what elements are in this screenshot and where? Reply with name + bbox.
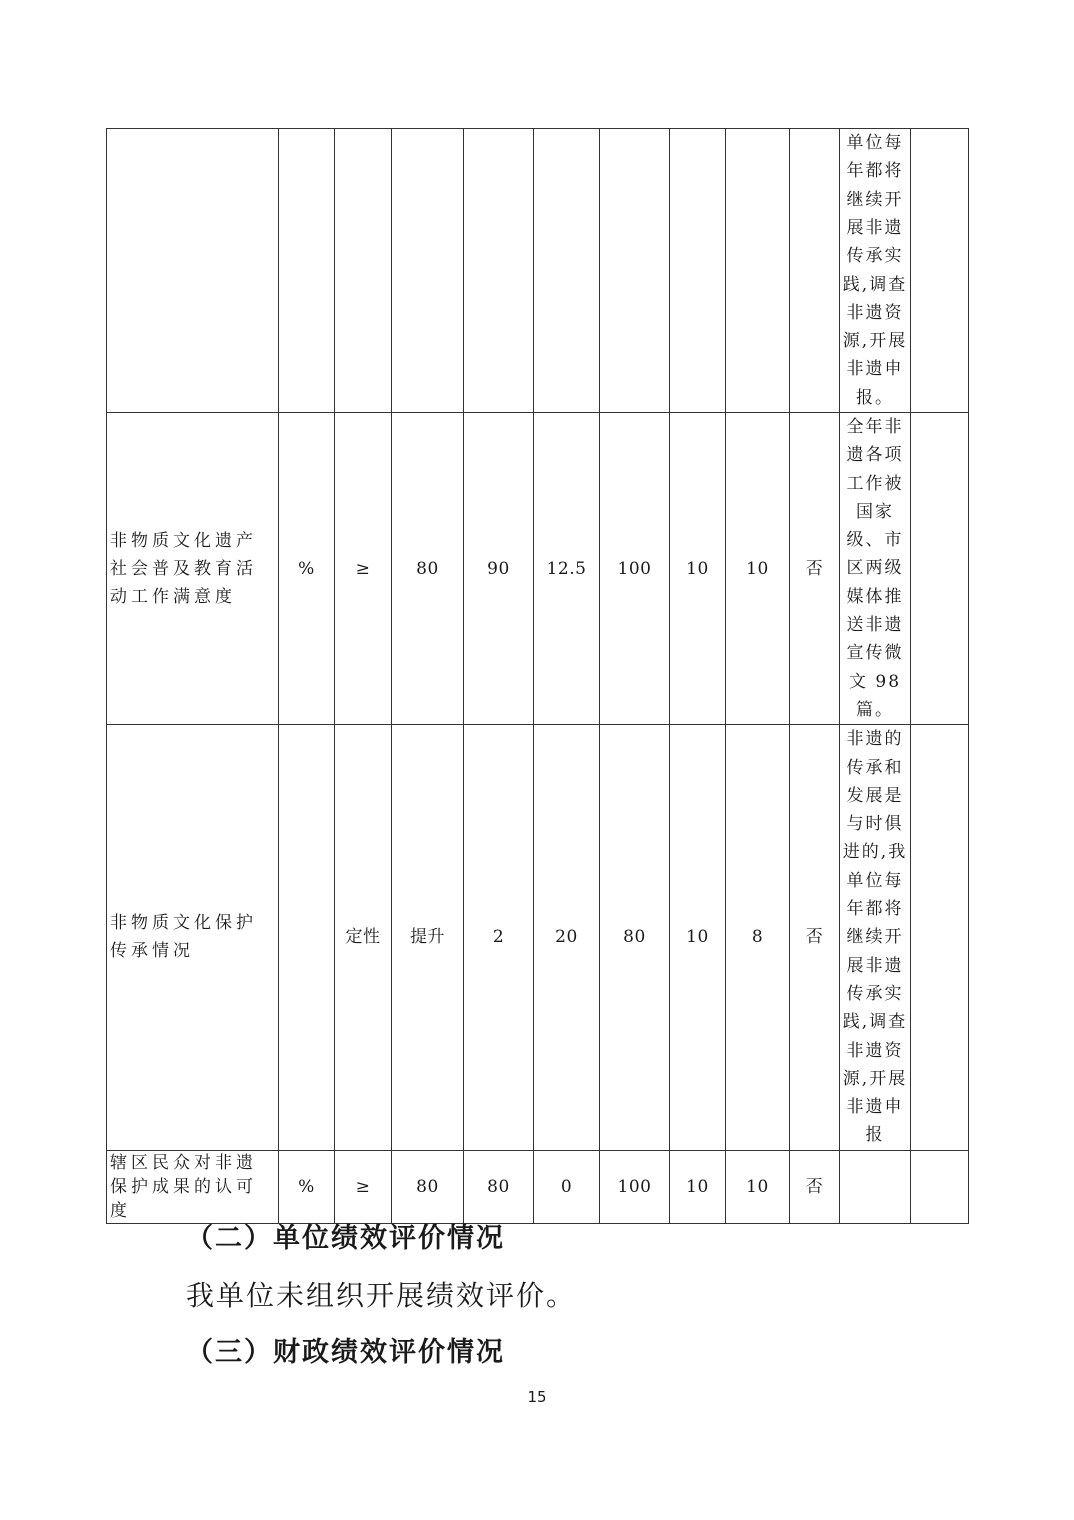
table-row <box>107 1150 969 1223</box>
unit-cell: % <box>279 413 335 725</box>
score-cell: 10 <box>726 413 790 725</box>
completion-cell <box>600 129 670 413</box>
note-cell <box>840 1150 911 1223</box>
indicator-name: 非物质文化保护传承情况 <box>107 725 279 1150</box>
indicator-name: 辖区民众对非遗保护成果的认可度 <box>107 1150 279 1223</box>
weight-cell <box>534 129 600 413</box>
section-heading-unit-evaluation: （二）单位绩效评价情况 <box>186 1223 505 1254</box>
deducted-cell: 否 <box>790 413 840 725</box>
table-row <box>107 413 969 725</box>
indicator-name: 非物质文化遗产社会普及教育活动工作满意度 <box>107 413 279 725</box>
full-score-cell: 10 <box>670 413 726 725</box>
note-cell <box>840 129 911 413</box>
indicator-name <box>107 129 279 413</box>
section-paragraph: 我单位未组织开展绩效评价。 <box>186 1279 577 1312</box>
weight-cell: 20 <box>534 725 600 1150</box>
target-cell: 80 <box>392 1150 464 1223</box>
symbol-cell <box>335 129 392 413</box>
score-cell: 8 <box>726 725 790 1150</box>
completion-cell: 80 <box>600 725 670 1150</box>
table-row <box>107 725 969 1150</box>
weight-cell: 12.5 <box>534 413 600 725</box>
note-cell <box>840 413 911 725</box>
target-cell: 80 <box>392 413 464 725</box>
note-text: 单位每年都将继续开展非遗传承实践,调查非遗资源,开展非遗申报。 <box>842 133 908 408</box>
completion-cell: 100 <box>600 413 670 725</box>
actual-cell: 90 <box>464 413 534 725</box>
remark-cell <box>911 725 969 1150</box>
actual-cell: 2 <box>464 725 534 1150</box>
actual-cell: 80 <box>464 1150 534 1223</box>
note-text: 全年非遗各项工作被国家级、市区两级媒体推送非遗宣传微文 98 篇。 <box>846 417 904 720</box>
unit-cell <box>279 725 335 1150</box>
unit-cell: % <box>279 1150 335 1223</box>
target-cell <box>392 129 464 413</box>
completion-cell: 100 <box>600 1150 670 1223</box>
symbol-cell: 定性 <box>335 725 392 1150</box>
performance-table <box>106 128 969 1224</box>
remark-cell <box>911 1150 969 1223</box>
full-score-cell <box>670 129 726 413</box>
weight-cell: 0 <box>534 1150 600 1223</box>
deducted-cell: 否 <box>790 725 840 1150</box>
score-cell: 10 <box>726 1150 790 1223</box>
symbol-cell: ≥ <box>335 413 392 725</box>
remark-cell <box>911 129 969 413</box>
score-cell <box>726 129 790 413</box>
page-number: 15 <box>527 1388 547 1406</box>
section-heading-fiscal-evaluation: （三）财政绩效评价情况 <box>186 1337 505 1368</box>
table-row <box>107 129 969 413</box>
target-cell: 提升 <box>392 725 464 1150</box>
note-text: 非遗的传承和发展是与时俱进的,我单位每年都将继续开展非遗传承实践,调查非遗资源,开展非遗申报 <box>842 729 908 1146</box>
remark-cell <box>911 413 969 725</box>
deducted-cell <box>790 129 840 413</box>
note-cell <box>840 725 911 1150</box>
full-score-cell: 10 <box>670 1150 726 1223</box>
deducted-cell: 否 <box>790 1150 840 1223</box>
symbol-cell: ≥ <box>335 1150 392 1223</box>
unit-cell <box>279 129 335 413</box>
actual-cell <box>464 129 534 413</box>
full-score-cell: 10 <box>670 725 726 1150</box>
